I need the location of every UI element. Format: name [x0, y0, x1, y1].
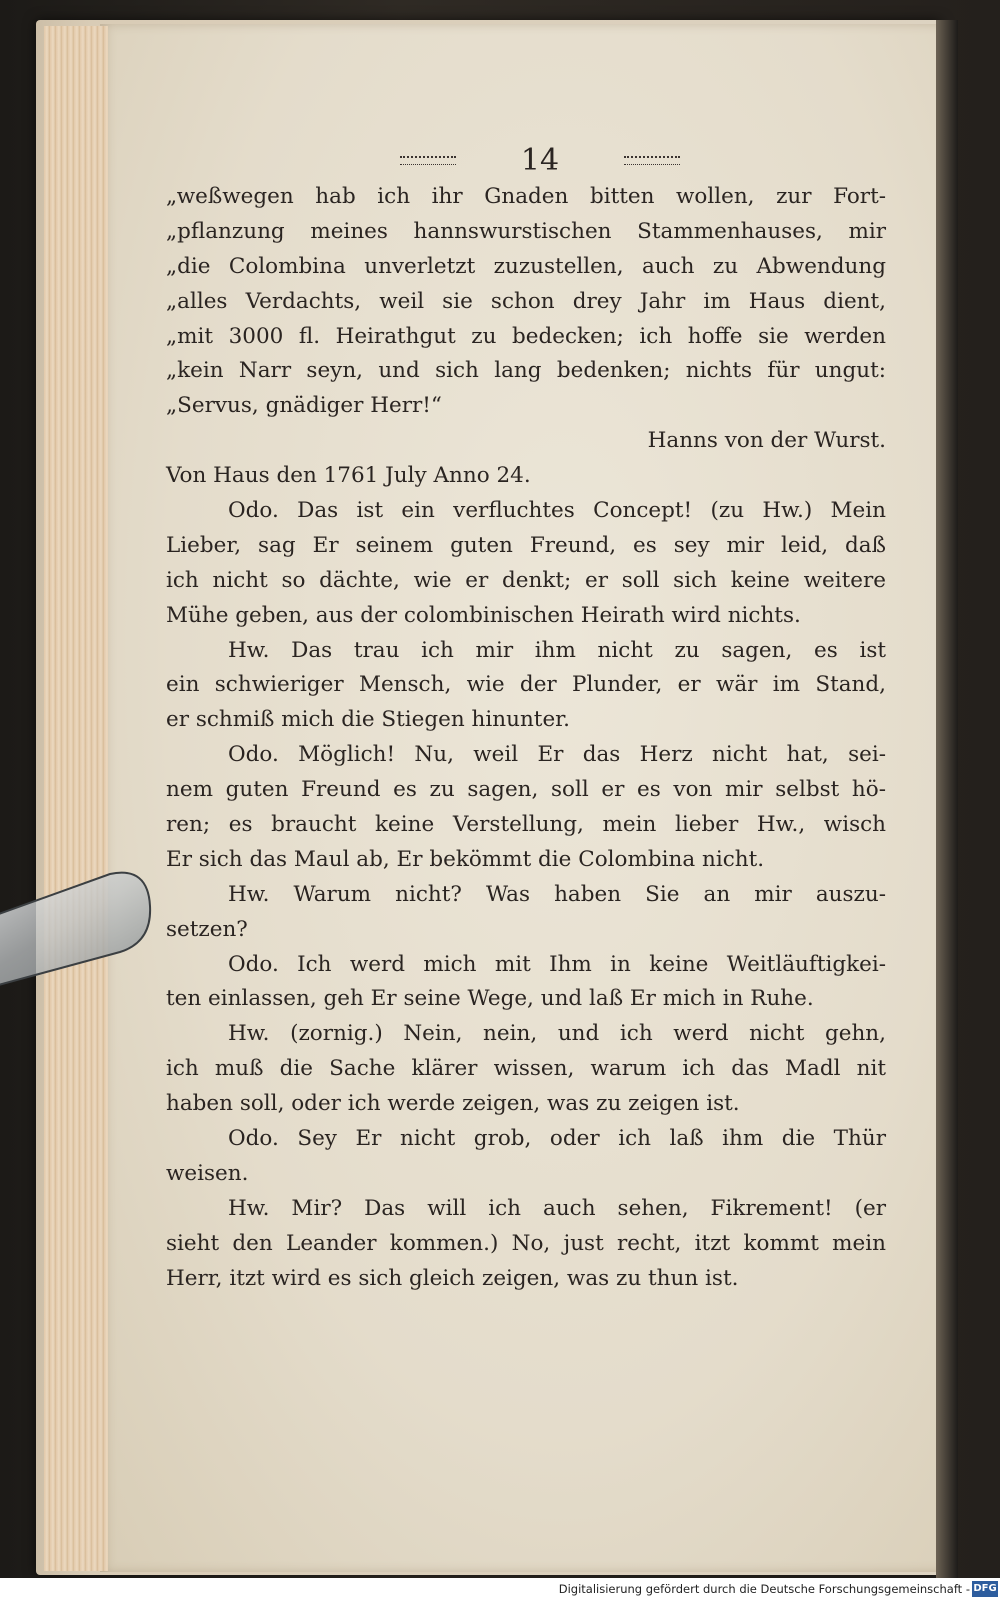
dfg-logo: DFG — [972, 1581, 998, 1597]
text-line: Odo. Das ist ein verfluchtes Concept! (zu Hw.) Mein — [228, 498, 886, 524]
text-line: Odo. Möglich! Nu, weil Er das Herz nicht hat, sei- — [228, 742, 886, 768]
text-line: ten einlassen, geh Er seine Wege, und laß Er mich in Ruhe. — [166, 986, 814, 1012]
page-number: 14 — [520, 142, 560, 178]
text-line: er schmiß mich die Stiegen hinunter. — [166, 707, 570, 733]
text-line: „die Colombina unverletzt zuzustellen, auch zu Abwendung — [166, 253, 886, 279]
text-line: „mit 3000 fl. Heirathgut zu bedecken; ich hoffe sie werden — [166, 323, 886, 349]
header-ornament-left — [400, 156, 456, 165]
text-line: „Servus, gnädiger Herr!“ — [166, 393, 442, 419]
footer-bar — [0, 1578, 1000, 1602]
text-line: „alles Verdachts, weil sie schon drey Jahr im Haus dient, — [166, 288, 886, 314]
text-line: „kein Narr seyn, und sich lang bedenken; nichts für ungut: — [166, 358, 886, 384]
text-line: Mühe geben, aus der colombinischen Heirath wird nichts. — [166, 602, 801, 628]
text-line: weisen. — [166, 1160, 249, 1186]
text-line: „weßwegen hab ich ihr Gnaden bitten wollen, zur Fort- — [166, 184, 886, 209]
text-line: sieht den Leander kommen.) No, just recht, itzt kommt mein — [166, 1230, 886, 1256]
text-line: nem guten Freund es zu sagen, soll er es von mir selbst hö- — [166, 777, 886, 803]
text-line: setzen? — [166, 916, 248, 942]
text-line: ren; es braucht keine Verstellung, mein lieber Hw., wisch — [166, 812, 886, 838]
text-line: Er sich das Maul ab, Er bekömmt die Colombina nicht. — [166, 846, 765, 872]
text-line: ein schwieriger Mensch, wie der Plunder, er wär im Stand, — [166, 672, 886, 698]
text-line: Hanns von der Wurst. — [647, 428, 886, 454]
footer-credit: Digitalisierung gefördert durch die Deutsche Forschungsgemeinschaft - — [558, 1582, 970, 1596]
text-line: „pflanzung meines hannswurstischen Stammenhauses, mir — [166, 218, 886, 244]
text-line: Hw. Das trau ich mir ihm nicht zu sagen, es ist — [228, 637, 886, 663]
text-line: Odo. Ich werd mich mit Ihm in keine Weitläuftigkei- — [228, 951, 886, 977]
page-header — [400, 140, 680, 180]
text-line: ich muß die Sache klärer wissen, warum ich das Madl nit — [166, 1056, 886, 1082]
text-line: Hw. Warum nicht? Was haben Sie an mir auszu- — [228, 881, 886, 907]
text-line: Odo. Sey Er nicht grob, oder ich laß ihm die Thür — [228, 1126, 886, 1152]
text-line: Lieber, sag Er seinem guten Freund, es sey mir leid, daß — [166, 532, 886, 558]
text-line: Herr, itzt wird es sich gleich zeigen, was zu thun ist. — [166, 1265, 739, 1291]
page-slider-handle[interactable] — [0, 866, 152, 990]
text-line: ich nicht so dächte, wie er denkt; er soll sich keine weitere — [166, 567, 886, 593]
text-line: haben soll, oder ich werde zeigen, was zu zeigen ist. — [166, 1091, 740, 1117]
text-line: Von Haus den 1761 July Anno 24. — [166, 463, 531, 489]
gutter-shadow — [936, 20, 958, 1580]
text-line: Hw. (zornig.) Nein, nein, und ich werd nicht gehn, — [228, 1021, 886, 1047]
page-text — [166, 180, 886, 1297]
page-stack-edge — [44, 26, 108, 1571]
text-line: Hw. Mir? Das will ich auch sehen, Fikrement! (er — [228, 1195, 886, 1221]
header-ornament-right — [624, 156, 680, 165]
